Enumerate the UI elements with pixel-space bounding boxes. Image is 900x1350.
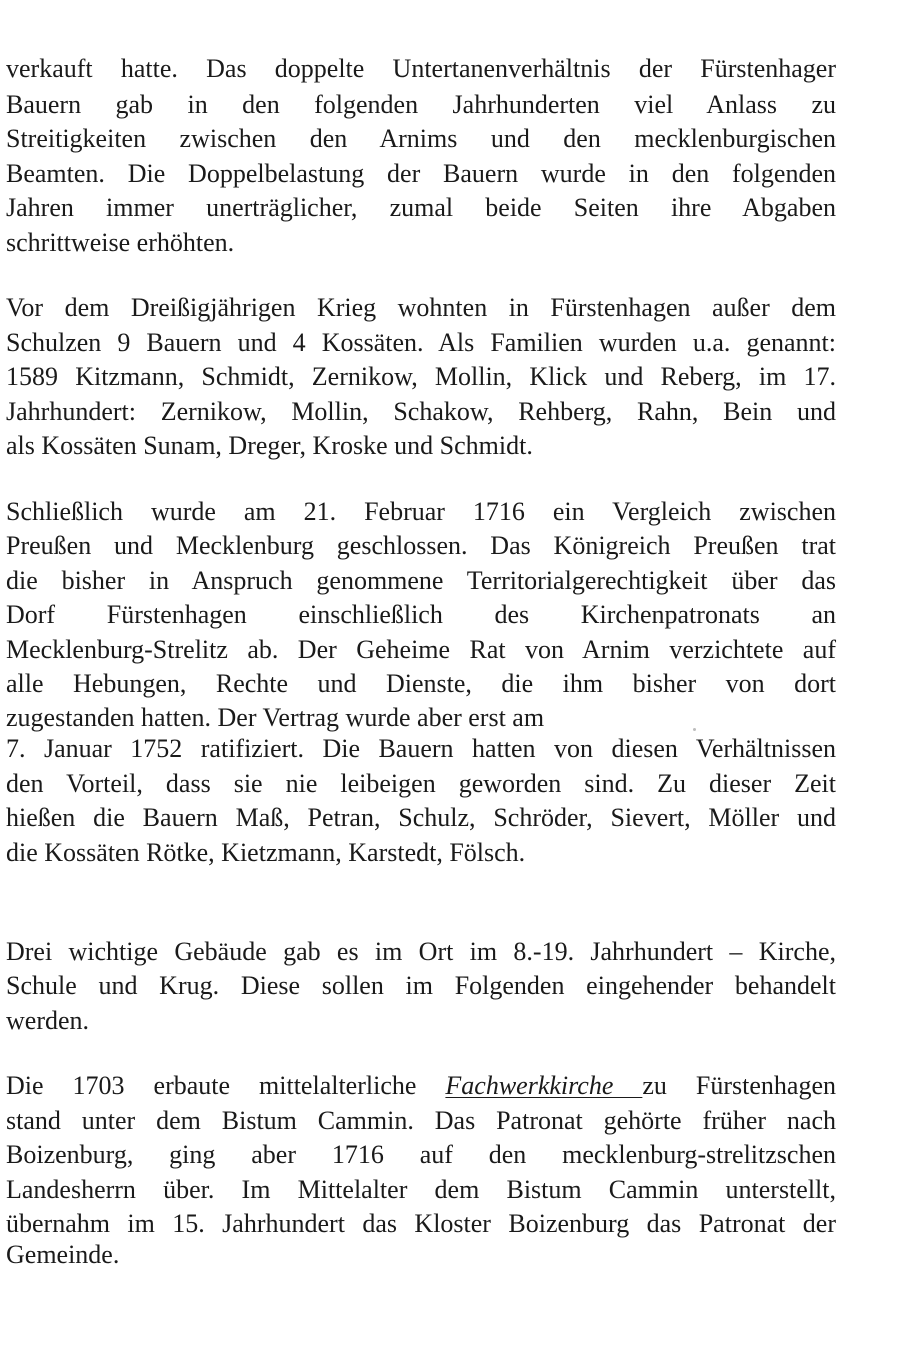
text-segment: zu Fürstenhagen [642, 1071, 836, 1100]
text-line: Bauern gab in den folgenden Jahrhunderten viel Anlass zu [6, 90, 836, 119]
text-line: Jahren immer unerträglicher, zumal beide Seiten ihre Abgaben [6, 193, 836, 222]
text-line: 7. Januar 1752 ratifiziert. Die Bauern hatten von diesen Verhältnissen [6, 734, 836, 763]
text-line: 1589 Kitzmann, Schmidt, Zernikow, Mollin, Klick und Reberg, im 17. [6, 362, 836, 391]
text-line: Jahrhundert: Zernikow, Mollin, Schakow, Rehberg, Rahn, Bein und [6, 397, 836, 426]
text-line: Gemeinde. [6, 1240, 120, 1269]
text-line: werden. [6, 1006, 90, 1035]
text-line: schrittweise erhöhten. [6, 228, 235, 257]
text-line: übernahm im 15. Jahrhundert das Kloster Boizenburg das Patronat der [6, 1209, 836, 1238]
text-segment: Die 1703 erbaute mittelalterliche [6, 1071, 446, 1100]
text-line: Preußen und Mecklenburg geschlossen. Das Königreich Preußen trat [6, 531, 836, 560]
text-line: stand unter dem Bistum Cammin. Das Patronat gehörte früher nach [6, 1106, 836, 1135]
text-line: die Kossäten Rötke, Kietzmann, Karstedt, Fölsch. [6, 838, 526, 867]
text-line: Landesherrn über. Im Mittelalter dem Bistum Cammin unterstellt, [6, 1175, 836, 1204]
text-line: Drei wichtige Gebäude gab es im Ort im 8.-19. Jahrhundert – Kirche, [6, 937, 836, 966]
text-line: als Kossäten Sunam, Dreger, Kroske und Schmidt. [6, 431, 533, 460]
text-line [6, 1069, 836, 1103]
text-line: Vor dem Dreißigjährigen Krieg wohnten in Fürstenhagen außer dem [6, 293, 836, 322]
text-line: zugestanden hatten. Der Vertrag wurde aber erst am [6, 703, 545, 732]
fachwerkkirche-link[interactable]: Fachwerkkirche [445, 1071, 643, 1100]
text-line: Streitigkeiten zwischen den Arnims und den mecklenburgischen [6, 124, 836, 153]
text-line: die bisher in Anspruch genommene Territorialgerechtigkeit über das [6, 566, 836, 595]
text-line: hießen die Bauern Maß, Petran, Schulz, Schröder, Sievert, Möller und [6, 803, 836, 832]
text-line: den Vorteil, dass sie nie leibeigen geworden sind. Zu dieser Zeit [6, 769, 836, 798]
text-line: verkauft hatte. Das doppelte Untertanenverhältnis der Fürstenhager [6, 54, 836, 83]
text-line: Mecklenburg-Strelitz ab. Der Geheime Rat von Arnim verzichtete auf [6, 635, 836, 664]
text-line: Beamten. Die Doppelbelastung der Bauern wurde in den folgenden [6, 159, 836, 188]
scan-speck [693, 728, 696, 731]
text-line: Schließlich wurde am 21. Februar 1716 ein Vergleich zwischen [6, 497, 836, 526]
text-line: alle Hebungen, Rechte und Dienste, die ihm bisher von dort [6, 669, 836, 698]
text-line: Schulzen 9 Bauern und 4 Kossäten. Als Familien wurden u.a. genannt: [6, 328, 836, 357]
text-line: Dorf Fürstenhagen einschließlich des Kirchenpatronats an [6, 600, 836, 629]
text-line: Boizenburg, ging aber 1716 auf den mecklenburg-strelitzschen [6, 1140, 836, 1169]
text-line: Schule und Krug. Diese sollen im Folgenden eingehender behandelt [6, 971, 836, 1000]
